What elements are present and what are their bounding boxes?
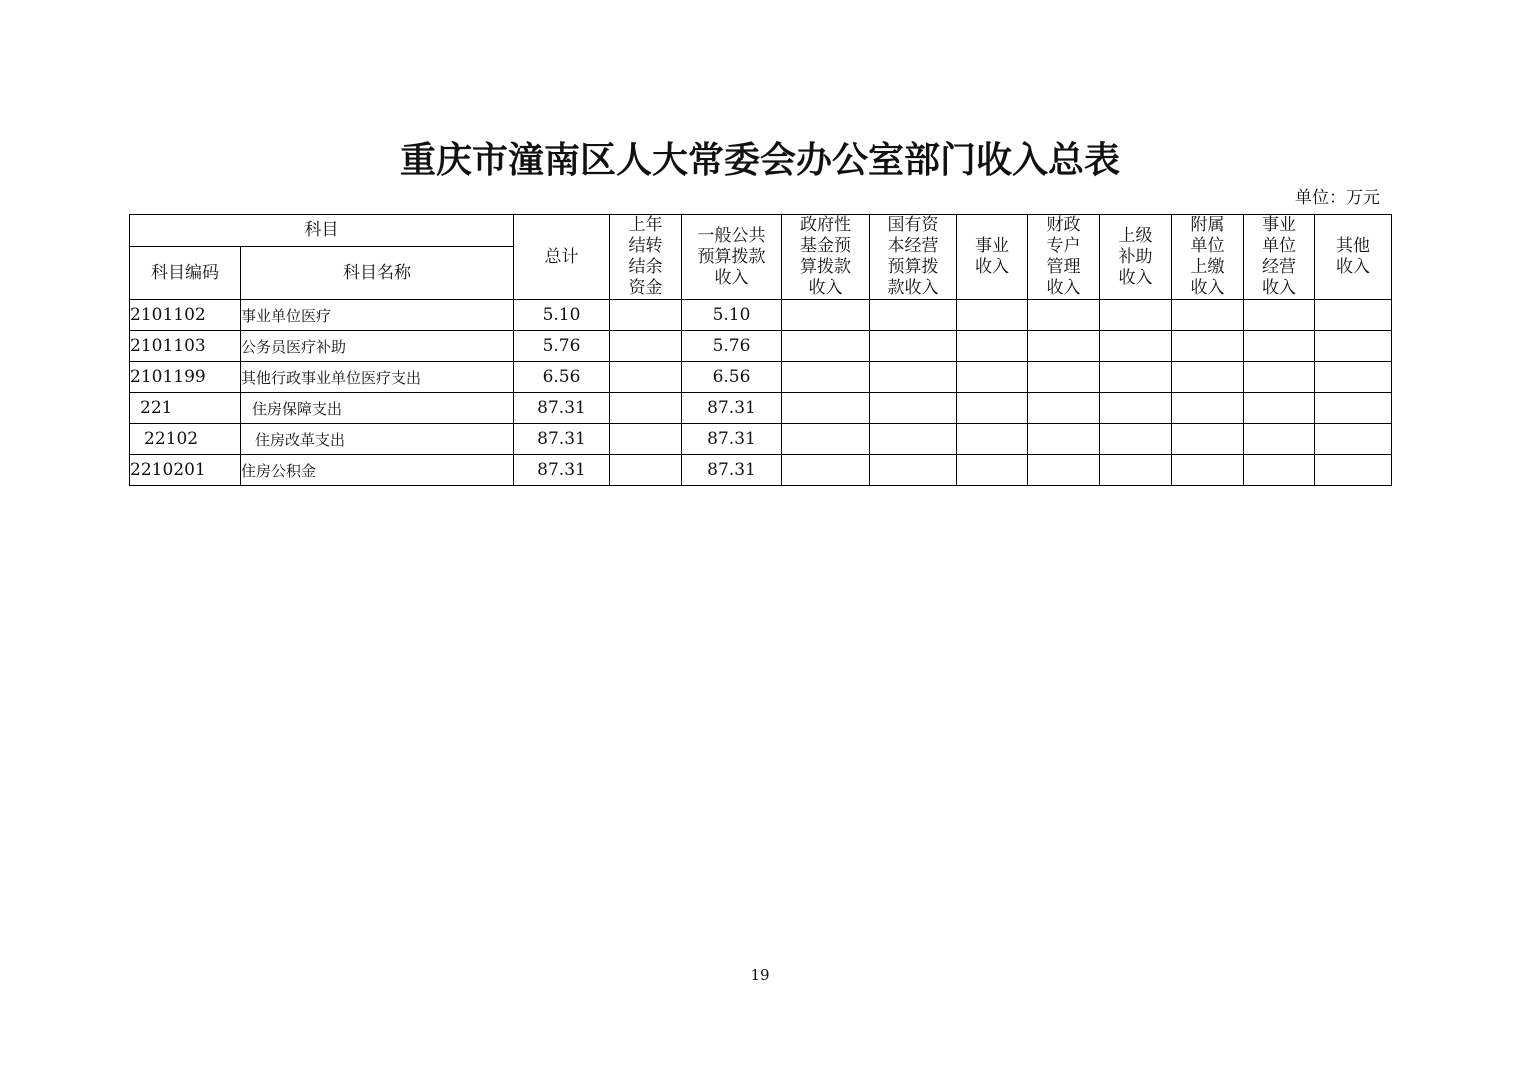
row-general-budget: 87.31 <box>682 455 782 486</box>
table-row <box>130 300 1392 331</box>
row-total: 5.76 <box>514 331 610 362</box>
row-affiliated <box>1172 424 1244 455</box>
row-state-capital <box>870 424 957 455</box>
header-gov-fund-line: 政府性 <box>800 215 851 235</box>
row-name: 住房公积金 <box>241 455 514 486</box>
row-other <box>1315 300 1392 331</box>
header-gov-fund-line: 收入 <box>808 278 843 298</box>
row-state-capital <box>870 393 957 424</box>
row-business <box>957 331 1028 362</box>
row-affiliated <box>1172 331 1244 362</box>
header-carryover-line: 结转 <box>628 236 663 256</box>
header-affiliated-line: 附属 <box>1190 215 1225 235</box>
header-carryover-line: 结余 <box>628 257 663 277</box>
row-general-budget: 87.31 <box>682 424 782 455</box>
row-fiscal-special <box>1028 362 1100 393</box>
header-state-capital-line: 款收入 <box>887 278 939 298</box>
table-row <box>130 331 1392 362</box>
row-other <box>1315 455 1392 486</box>
header-business-line: 收入 <box>975 257 1009 277</box>
header-affiliated <box>1172 215 1244 300</box>
row-other <box>1315 393 1392 424</box>
table-row <box>130 393 1392 424</box>
row-state-capital <box>870 331 957 362</box>
row-gov-fund <box>782 455 870 486</box>
row-carryover <box>610 455 682 486</box>
row-general-budget: 6.56 <box>682 362 782 393</box>
header-affiliated-line: 上缴 <box>1190 257 1225 277</box>
header-general-budget-line: 一般公共 <box>697 225 766 246</box>
header-general-budget <box>682 215 782 300</box>
row-fiscal-special <box>1028 331 1100 362</box>
row-name: 其他行政事业单位医疗支出 <box>241 362 514 393</box>
row-affiliated <box>1172 362 1244 393</box>
header-other-line: 收入 <box>1336 257 1370 277</box>
row-total: 87.31 <box>514 455 610 486</box>
header-other-line: 其他 <box>1336 236 1370 256</box>
header-carryover-line: 上年 <box>628 215 663 235</box>
header-subject-group: 科目 <box>130 215 514 247</box>
header-subject-code: 科目编码 <box>130 247 241 300</box>
table-row <box>130 455 1392 486</box>
header-fiscal-special-line: 收入 <box>1046 278 1081 298</box>
header-superior-subsidy-line: 上级 <box>1118 225 1153 246</box>
table-row <box>130 424 1392 455</box>
row-state-capital <box>870 300 957 331</box>
row-name: 公务员医疗补助 <box>241 331 514 362</box>
header-affiliated-line: 单位 <box>1190 236 1225 256</box>
row-fiscal-special <box>1028 455 1100 486</box>
row-affiliated <box>1172 393 1244 424</box>
header-gov-fund-line: 算拨款 <box>800 257 851 277</box>
row-code: 22102 <box>130 424 241 455</box>
row-affiliated <box>1172 300 1244 331</box>
header-affiliated-line: 收入 <box>1190 278 1225 298</box>
row-superior-subsidy <box>1100 331 1172 362</box>
header-operating <box>1244 215 1315 300</box>
row-code: 221 <box>130 393 241 424</box>
row-gov-fund <box>782 362 870 393</box>
page-number: 19 <box>750 966 770 984</box>
header-operating-line: 收入 <box>1262 278 1296 298</box>
row-name: 住房保障支出 <box>241 393 514 424</box>
header-general-budget-line: 预算拨款 <box>697 246 766 267</box>
header-operating-line: 事业 <box>1262 215 1296 235</box>
income-summary-table <box>129 214 1392 486</box>
row-operating <box>1244 300 1315 331</box>
row-gov-fund <box>782 300 870 331</box>
row-other <box>1315 362 1392 393</box>
header-fiscal-special <box>1028 215 1100 300</box>
row-operating <box>1244 331 1315 362</box>
row-carryover <box>610 331 682 362</box>
row-carryover <box>610 393 682 424</box>
row-code: 2101102 <box>130 300 241 331</box>
row-total: 6.56 <box>514 362 610 393</box>
header-state-capital-line: 预算拨 <box>887 257 939 277</box>
row-state-capital <box>870 455 957 486</box>
header-fiscal-special-line: 财政 <box>1046 215 1081 235</box>
header-fiscal-special-line: 专户 <box>1046 236 1081 256</box>
header-superior-subsidy-line: 收入 <box>1118 267 1153 288</box>
row-name: 事业单位医疗 <box>241 300 514 331</box>
row-general-budget: 5.76 <box>682 331 782 362</box>
row-operating <box>1244 424 1315 455</box>
unit-label: 单位：万元 <box>1295 188 1380 208</box>
row-superior-subsidy <box>1100 393 1172 424</box>
row-other <box>1315 331 1392 362</box>
header-superior-subsidy-line: 补助 <box>1118 246 1153 267</box>
header-gov-fund <box>782 215 870 300</box>
row-code: 2101199 <box>130 362 241 393</box>
header-general-budget-line: 收入 <box>714 267 749 288</box>
table-row <box>130 362 1392 393</box>
row-business <box>957 362 1028 393</box>
header-state-capital-line: 国有资 <box>887 215 939 235</box>
row-state-capital <box>870 362 957 393</box>
row-fiscal-special <box>1028 393 1100 424</box>
row-code: 2101103 <box>130 331 241 362</box>
page-title: 重庆市潼南区人大常委会办公室部门收入总表 <box>399 139 1120 181</box>
header-operating-line: 单位 <box>1262 236 1296 256</box>
header-carryover <box>610 215 682 300</box>
header-state-capital <box>870 215 957 300</box>
row-total: 5.10 <box>514 300 610 331</box>
row-other <box>1315 424 1392 455</box>
row-gov-fund <box>782 424 870 455</box>
row-affiliated <box>1172 455 1244 486</box>
header-business-line: 事业 <box>975 236 1009 256</box>
header-state-capital-line: 本经营 <box>887 236 939 256</box>
row-name: 住房改革支出 <box>241 424 514 455</box>
row-business <box>957 455 1028 486</box>
header-business <box>957 215 1028 300</box>
row-business <box>957 300 1028 331</box>
row-carryover <box>610 362 682 393</box>
row-fiscal-special <box>1028 300 1100 331</box>
header-total: 总计 <box>514 215 610 300</box>
row-gov-fund <box>782 331 870 362</box>
row-general-budget: 5.10 <box>682 300 782 331</box>
row-business <box>957 424 1028 455</box>
header-gov-fund-line: 基金预 <box>800 236 851 256</box>
header-carryover-line: 资金 <box>628 278 663 298</box>
row-operating <box>1244 393 1315 424</box>
row-operating <box>1244 362 1315 393</box>
row-carryover <box>610 424 682 455</box>
row-gov-fund <box>782 393 870 424</box>
row-superior-subsidy <box>1100 424 1172 455</box>
row-business <box>957 393 1028 424</box>
header-fiscal-special-line: 管理 <box>1046 257 1081 277</box>
row-general-budget: 87.31 <box>682 393 782 424</box>
row-fiscal-special <box>1028 424 1100 455</box>
row-superior-subsidy <box>1100 362 1172 393</box>
header-other <box>1315 215 1392 300</box>
header-subject-name: 科目名称 <box>241 247 514 300</box>
header-superior-subsidy <box>1100 215 1172 300</box>
row-total: 87.31 <box>514 424 610 455</box>
row-total: 87.31 <box>514 393 610 424</box>
row-superior-subsidy <box>1100 455 1172 486</box>
header-operating-line: 经营 <box>1262 257 1296 277</box>
row-operating <box>1244 455 1315 486</box>
row-code: 2210201 <box>130 455 241 486</box>
row-superior-subsidy <box>1100 300 1172 331</box>
row-carryover <box>610 300 682 331</box>
